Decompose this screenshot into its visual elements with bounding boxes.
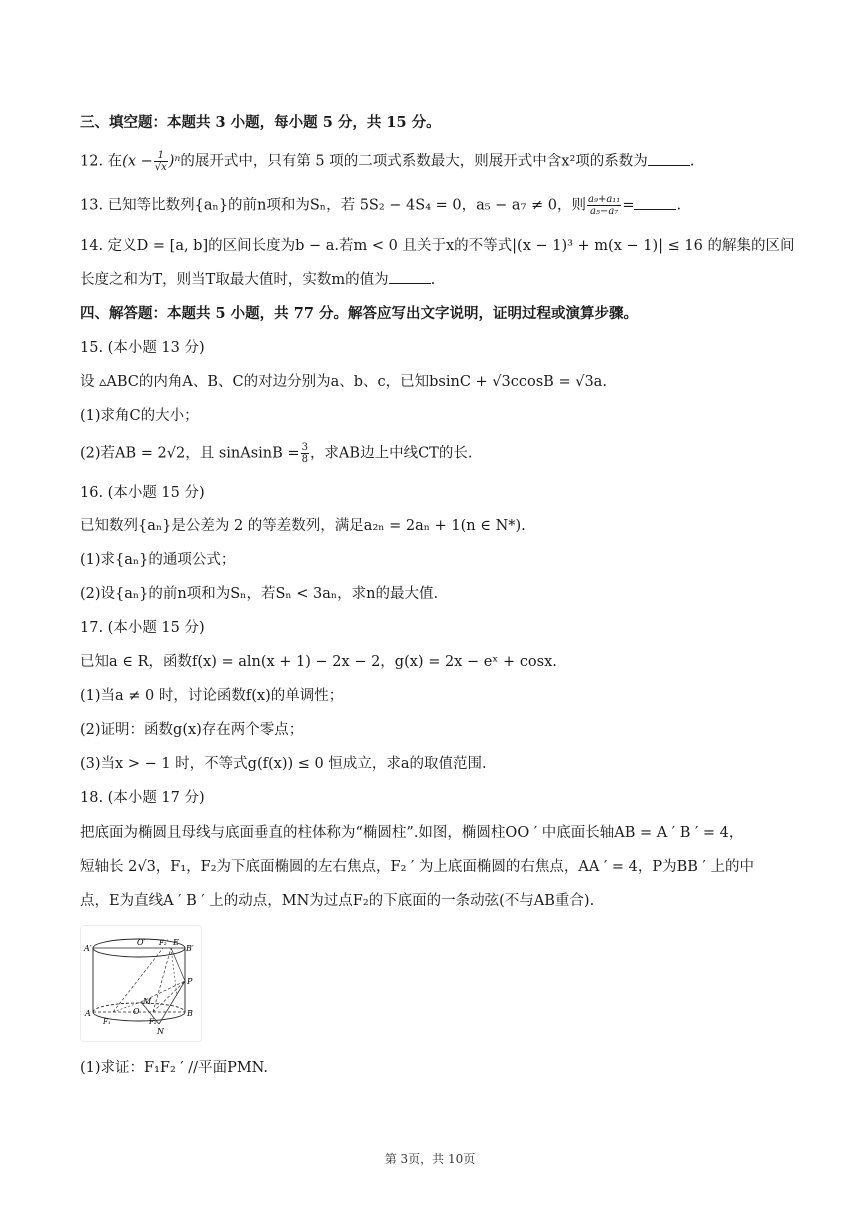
q12-expr-b: )ⁿ — [168, 153, 181, 170]
elliptic-cylinder-figure — [80, 925, 202, 1042]
q18-stem-line1: 把底面为椭圆且母线与底面垂直的柱体称为“椭圆柱”.如图，椭圆柱OO ′ 中底面长轴AB = A ′ B ′ = 4， — [80, 825, 744, 841]
page-footer: 第 3页，共 10页 — [384, 1152, 476, 1166]
q12-number: 12. — [80, 153, 104, 170]
q17-stem: 已知a ∈ R，函数f(x) = aln(x + 1) − 2x − 2，g(x) = 2x − eˣ + cosx. — [80, 654, 557, 670]
q17-part1: (1)当a ≠ 0 时，讨论函数f(x)的单调性； — [80, 688, 344, 704]
label-M: M — [143, 997, 152, 1006]
label-O-prime: O′ — [137, 938, 146, 947]
question-14-line2: 长度之和为T，则当T取最大值时，实数m的值为 . — [80, 272, 436, 288]
label-F2-prime: F₂′ — [159, 939, 169, 947]
q15-part2: (2)若AB = 2√2，且 sinAsinB = $\frac{3}{8}$ ，求AB边上中线CT的长. — [80, 442, 473, 465]
q17-part3: (3)当x > − 1 时，不等式g(f(x)) ≤ 0 恒成立，求a的取值范围. — [80, 756, 487, 772]
q16-stem: 已知数列{aₙ}是公差为 2 的等差数列，满足a₂ₙ = 2aₙ + 1(n ∈ N*). — [80, 518, 526, 534]
q15-heading: 15. (本小题 13 分) — [80, 340, 205, 356]
label-B: B — [187, 1009, 193, 1018]
q15-stem: 设 ▵ABC的内角A、B、C的对边分别为a、b、c，已知bsinC + √3ccosB = √3a. — [80, 374, 607, 390]
cylinder-diagram — [81, 926, 201, 1041]
q15-part1: (1)求角C的大小； — [80, 408, 199, 424]
q12-expr-a: (x − — [122, 153, 153, 170]
q14-answer-blank — [389, 270, 431, 284]
q18-stem-line3: 点，E为直线A ′ B ′ 上的动点，MN为过点F₂的下底面的一条动弦(不与AB重合). — [80, 893, 595, 909]
q16-part1: (1)求{aₙ}的通项公式； — [80, 552, 236, 568]
question-12: 12. 在(x − $\frac{1}{√x}$ )ⁿ的展开式中，只有第 5 项的二项式系数最大，则展开式中含x²项的系数为 . — [80, 150, 695, 173]
section-fill-in-title: 三、填空题：本题共 3 小题，每小题 5 分，共 15 分。 — [80, 114, 441, 131]
section-solution-title: 四、解答题：本题共 5 小题，共 77 分。解答应写出文字说明，证明过程或演算步骤。 — [80, 305, 638, 322]
q17-part2: (2)证明：函数g(x)存在两个零点； — [80, 722, 304, 738]
label-P: P — [187, 977, 193, 986]
q12-text: 的展开式中，只有第 5 项的二项式系数最大，则展开式中含x²项的系数为 — [180, 153, 648, 170]
q18-heading: 18. (本小题 17 分) — [80, 790, 205, 806]
q17-heading: 17. (本小题 15 分) — [80, 620, 205, 636]
q12-answer-blank — [648, 152, 690, 166]
q18-stem-line2: 短轴长 2√3，F₁，F₂为下底面椭圆的左右焦点，F₂ ′ 为上底面椭圆的右焦点，AA ′ = 4，P为BB ′ 上的中 — [80, 859, 754, 875]
q18-part1: (1)求证：F₁F₂ ′ //平面PMN. — [80, 1060, 269, 1076]
label-A-prime: A′ — [84, 944, 92, 953]
q13-answer-blank — [634, 196, 676, 210]
q15-fraction: $\frac{3}{8}$ — [301, 442, 308, 465]
q12-fraction: $\frac{1}{√x}$ — [154, 150, 167, 173]
q12-pre: 在 — [107, 153, 123, 170]
q13-fraction: $\frac{\text{a₉+a₁₁}}{\text{a₅−a₇}}$ — [587, 194, 621, 217]
label-E: E — [173, 938, 179, 947]
q16-part2: (2)设{aₙ}的前n项和为Sₙ，若Sₙ < 3aₙ，求n的最大值. — [80, 586, 439, 602]
label-O: O — [133, 1007, 140, 1016]
question-14-line1: 14. 定义D = [a, b]的区间长度为b − a.若m < 0 且关于x的不等式|(x − 1)³ + m(x − 1)| ≤ 16 的解集的区间 — [80, 238, 795, 254]
label-A: A — [85, 1009, 91, 1018]
label-F1: F₁ — [103, 1018, 111, 1026]
label-N: N — [157, 1027, 164, 1036]
q13-text-a: 已知等比数列{aₙ}的前n项和为Sₙ，若 5S₂ − 4S₄ = 0，a₅ − a₇ ≠ 0，则 — [107, 197, 586, 214]
q13-number: 13. — [80, 197, 104, 214]
label-B-prime: B′ — [186, 944, 194, 953]
question-13: 13. 已知等比数列{aₙ}的前n项和为Sₙ，若 5S₂ − 4S₄ = 0，a₅ − a₇ ≠ 0，则 $\frac{\text{a₉+a₁₁}}{\text{a₅−a₇}}$ = . — [80, 194, 682, 217]
q16-heading: 16. (本小题 15 分) — [80, 485, 205, 501]
label-F2: F₂ — [149, 1018, 157, 1026]
